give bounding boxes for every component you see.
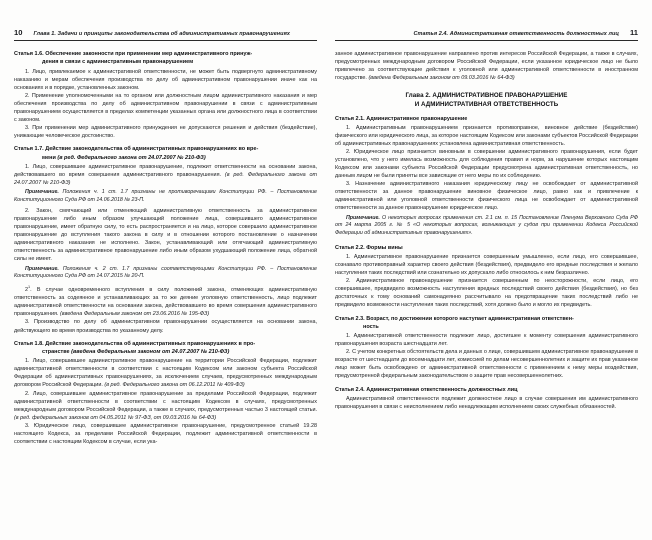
paragraph-continued: занное административное правонарушение направлено против интересов Российской Федерации, а также в случаях, предусмотренных международным договором Российской Федерации, если указанное юридическое лицо не было привлечено за соответствующие действия к уголовной или административной ответственности в иностранном государстве. (введена Федеральным законом от 09.03.2016 № 64-ФЗ) — [335, 51, 638, 82]
right-folio-number: 11 — [629, 28, 638, 37]
article-heading: Статья 2.2. Формы вины — [335, 244, 403, 251]
article-heading-source-note: (введена Федеральным законом от 24.07.2007 № 210-ФЗ) — [69, 349, 230, 356]
article-heading-line2: странстве (введена Федеральным законом от 24.07.2007 № 210-ФЗ) — [42, 349, 230, 356]
paragraph: 1. Административным правонарушением признается противоправное, виновное действие (бездействие) физического или юридического лица, за которое настоящим Кодексом или законами субъектов Российской Федерации об административных правонарушениях установлена административная ответственность. — [335, 124, 638, 148]
paragraph: 1. Лицо, совершившее административное правонарушение на территории Российской Федерации, подлежит административной ответственности в соответствии с настоящим Кодексом или законом субъекта Российской Федерации об административных правонарушениях, за исключением случаев, предусмотренных международным договором Российской Федерации. (в ред. Федерального закона от 06.12.2011 № 409-ФЗ) — [14, 358, 317, 389]
article-heading: Статья 2.4. Административная ответственность должностных лиц — [335, 386, 518, 393]
left-folio-number: 10 — [14, 28, 23, 37]
paragraph: $2^1$. В случае одновременного вступления в силу положений закона, отменяющих административную ответственность за содеянное и устанавливающих за то же деяние уголовную ответственность, лицо подлежит административной ответственности на основании закона, действовавшего во время совершения административного правонарушения. (введена Федеральным законом от 23.06.2016 № 195-ФЗ) — [14, 285, 317, 318]
paragraph: 2. Юридическое лицо признается виновным в совершении административного правонарушения, если будет установлено, что у него имелась возможность для соблюдения правил и норм, за нарушение которых настоящим Кодексом или законами субъекта Российской Федерации предусмотрена административная ответственность, но данным лицом не были приняты все зависящие от него меры по их соблюдению. — [335, 149, 638, 180]
paragraph: 2. С учетом конкретных обстоятельств дела и данных о лице, совершившем административное правонарушение в возрасте от шестнадцати до восемнадцати лет, комиссией по делам несовершеннолетних и защите их прав указанное лицо может быть освобождено от административной ответственности с применением к нему меры воздействия, предусмотренной федеральным законодательством о защите прав несовершеннолетних. — [335, 349, 638, 380]
note-label: Примечание. — [346, 214, 380, 221]
article-heading-line2: мени (в ред. Федерального закона от 24.07.2007 № 210-ФЗ) — [42, 154, 206, 161]
paragraph: 1. Лицо, привлекаемое к административной ответственности, не может быть подвергнуто административному наказанию и мерам обеспечения производства по делу об административном правонарушении иначе как на основаниях и в порядке, установленных законом. — [14, 68, 317, 91]
article-heading: Статья 1.6. Обеспечение законности при применении мер административного принуж- дения в связи с административным правонарушением — [14, 50, 317, 67]
left-page-body — [14, 50, 317, 446]
amendment-note: (введена Федеральным законом от 23.06.2016 № 195-ФЗ) — [58, 311, 210, 318]
right-running-head — [335, 28, 638, 41]
right-running-head-title: Статья 2.4. Административная ответственность должностных лиц — [413, 31, 619, 37]
paragraph: 1. Лицо, совершившее административное правонарушение, подлежит ответственности на основании закона, действовавшего во время совершения административного правонарушения. (в ред. Федерального закона от 24.07.2007 № 210-ФЗ) — [14, 163, 317, 187]
amendment-note: (введена Федеральным законом от 09.03.2016 № 64-ФЗ) — [366, 75, 515, 82]
article-heading: Статья 1.7. Действие законодательства об административных правонарушениях во вре- мени (в ред. Федерального закона от 24.07.2007 № 210-ФЗ) — [14, 145, 317, 162]
editorial-note: Примечание. Положения ч. 1 ст. 1.7 признаны не противоречащими Конституции РФ. – Постановление Конституционного Суда РФ от 14.06.2018 № 23-П. — [14, 189, 317, 204]
paragraph: 2. Административное правонарушение признается совершенным по неосторожности, если лицо, его совершившее, предвидело возможность наступления вредных последствий своего действия (бездействия), но без достаточных к тому оснований самонадеянно рассчитывало на предотвращение таких последствий либо не предвидело возможности наступления таких последствий, хотя должно было и могло их предвидеть. — [335, 278, 638, 309]
paragraph: 1. Административное правонарушение признается совершенным умышленно, если лицо, его совершившее, сознавало противоправный характер своего действия (бездействия), предвидело его вредные последствия и желало наступления таких последствий или сознательно их допускало либо относилось к ним безразлично. — [335, 253, 638, 277]
left-running-head-title: Глава 1. Задачи и принципы законодательства об административных правонарушениях — [33, 31, 291, 37]
article-heading: Статья 2.1. Административное правонарушение — [335, 115, 468, 122]
article-heading-line2: дения в связи с административным правонарушением — [42, 59, 194, 66]
editorial-note: Примечание. Положения ч. 2 ст. 1.7 признаны соответствующими Конституции РФ. – Постановление Конституционного Суда РФ от 14.07.2015 № 20-П. — [14, 265, 317, 280]
amendment-note: (в ред. Федерального закона от 24.07.2007 № 210-ФЗ) — [14, 172, 317, 187]
chapter-heading: Глава 2. АДМИНИСТРАТИВНОЕ ПРАВОНАРУШЕНИЕ И АДМИНИСТРАТИВНАЯ ОТВЕТСТВЕННОСТЬ — [335, 91, 638, 109]
paragraph: 2. Лицо, совершившее административное правонарушение за пределами Российской Федерации, подлежит административной ответственности в соответствии с настоящим Кодексом в случаях, предусмотренных международным договором Российской Федерации, а также в случаях, предусмотренных частью 3 настоящей статьи. (в ред. федеральных законов от 04.05.2011 № 97-ФЗ, от 09.03.2016 № 64-ФЗ) — [14, 390, 317, 421]
editorial-note: Примечание. О некоторых вопросах применения ст. 2.1 см. п. 15 Постановление Пленума Верховного Суда РФ от 24 марта 2005 г. № 5 «О некоторых вопросах, возникающих у судов при применении Кодекса Российской Федерации об административных правонарушениях». — [335, 214, 638, 237]
paragraph: 3. Юридическое лицо, совершившее административное правонарушение, предусмотренное статьей 19.28 настоящего Кодекса, за пределами Российской Федерации, подлежит административной ответственности в соответствии с настоящим Кодексом в случае, если ука- — [14, 422, 317, 445]
paragraph: 1. Административной ответственности подлежит лицо, достигшее к моменту совершения административного правонарушения возраста шестнадцати лет. — [335, 333, 638, 348]
left-page-column — [14, 28, 317, 530]
chapter-heading-line2: И АДМИНИСТРАТИВНАЯ ОТВЕТСТВЕННОСТЬ — [414, 101, 559, 109]
paragraph: 2. Закон, смягчающий или отменяющий административную ответственность за административное правонарушение либо иным образом улучшающий положение лица, совершившего административное правонарушение, имеет обратную силу, то есть распространяется и на лицо, которое совершило административное правонарушение до вступления такого закона в силу и в отношении которого постановление о назначении административного наказания не исполнено. Закон, устанавливающий или отягчающий административную ответственность за административное правонарушение либо иным образом ухудшающий положение лица, обратной силы не имеет. — [14, 208, 317, 263]
amendment-note: (в ред. федеральных законов от 04.05.2011 № 97-ФЗ, от 09.03.2016 № 64-ФЗ) — [14, 414, 217, 421]
article-heading: Статья 1.8. Действие законодательства об административных правонарушениях в про- странстве (введена Федеральным законом от 24.07.2007 № 210-ФЗ) — [14, 340, 317, 357]
paragraph: Административной ответственности подлежит должностное лицо в случае совершения им административного правонарушения в связи с неисполнением либо ненадлежащим исполнением своих служебных обязанностей. — [335, 396, 638, 411]
right-page-column — [335, 28, 638, 530]
paragraph: 2. Применение уполномоченными на то органом или должностным лицом административного наказания и мер обеспечения производства по делу об административном правонарушении в связи с административным правонарушением осуществляется в пределах компетенции указанных органа или должностного лица в соответствии с законом. — [14, 92, 317, 124]
paragraph: 3. При применении мер административного принуждения не допускаются решения и действия (бездействие), унижающие человеческое достоинство. — [14, 125, 317, 140]
paragraph: 3. Назначение административного наказания юридическому лицу не освобождает от административной ответственности за данное правонарушение виновное физическое лицо, равно как и привлечение к административной или уголовной ответственности физического лица не освобождает от административной ответственности за данное правонарушение юридическое лицо. — [335, 181, 638, 212]
note-label: Примечание. — [25, 189, 59, 196]
right-page-body — [335, 50, 638, 411]
amendment-note: (в ред. Федерального закона от 06.12.2011 № 409-ФЗ) — [102, 382, 245, 389]
article-heading-line2: ность — [363, 323, 379, 330]
note-label: Примечание. — [25, 265, 59, 272]
article-heading: Статья 2.3. Возраст, по достижении которого наступает административная ответствен- ность — [335, 315, 638, 332]
article-heading-source-note: (в ред. Федерального закона от 24.07.2007 № 210-ФЗ) — [55, 154, 206, 161]
paragraph: 3. Производство по делу об административном правонарушении осуществляется на основании закона, действующего во время производства по указанному делу. — [14, 319, 317, 334]
left-running-head — [14, 28, 317, 41]
